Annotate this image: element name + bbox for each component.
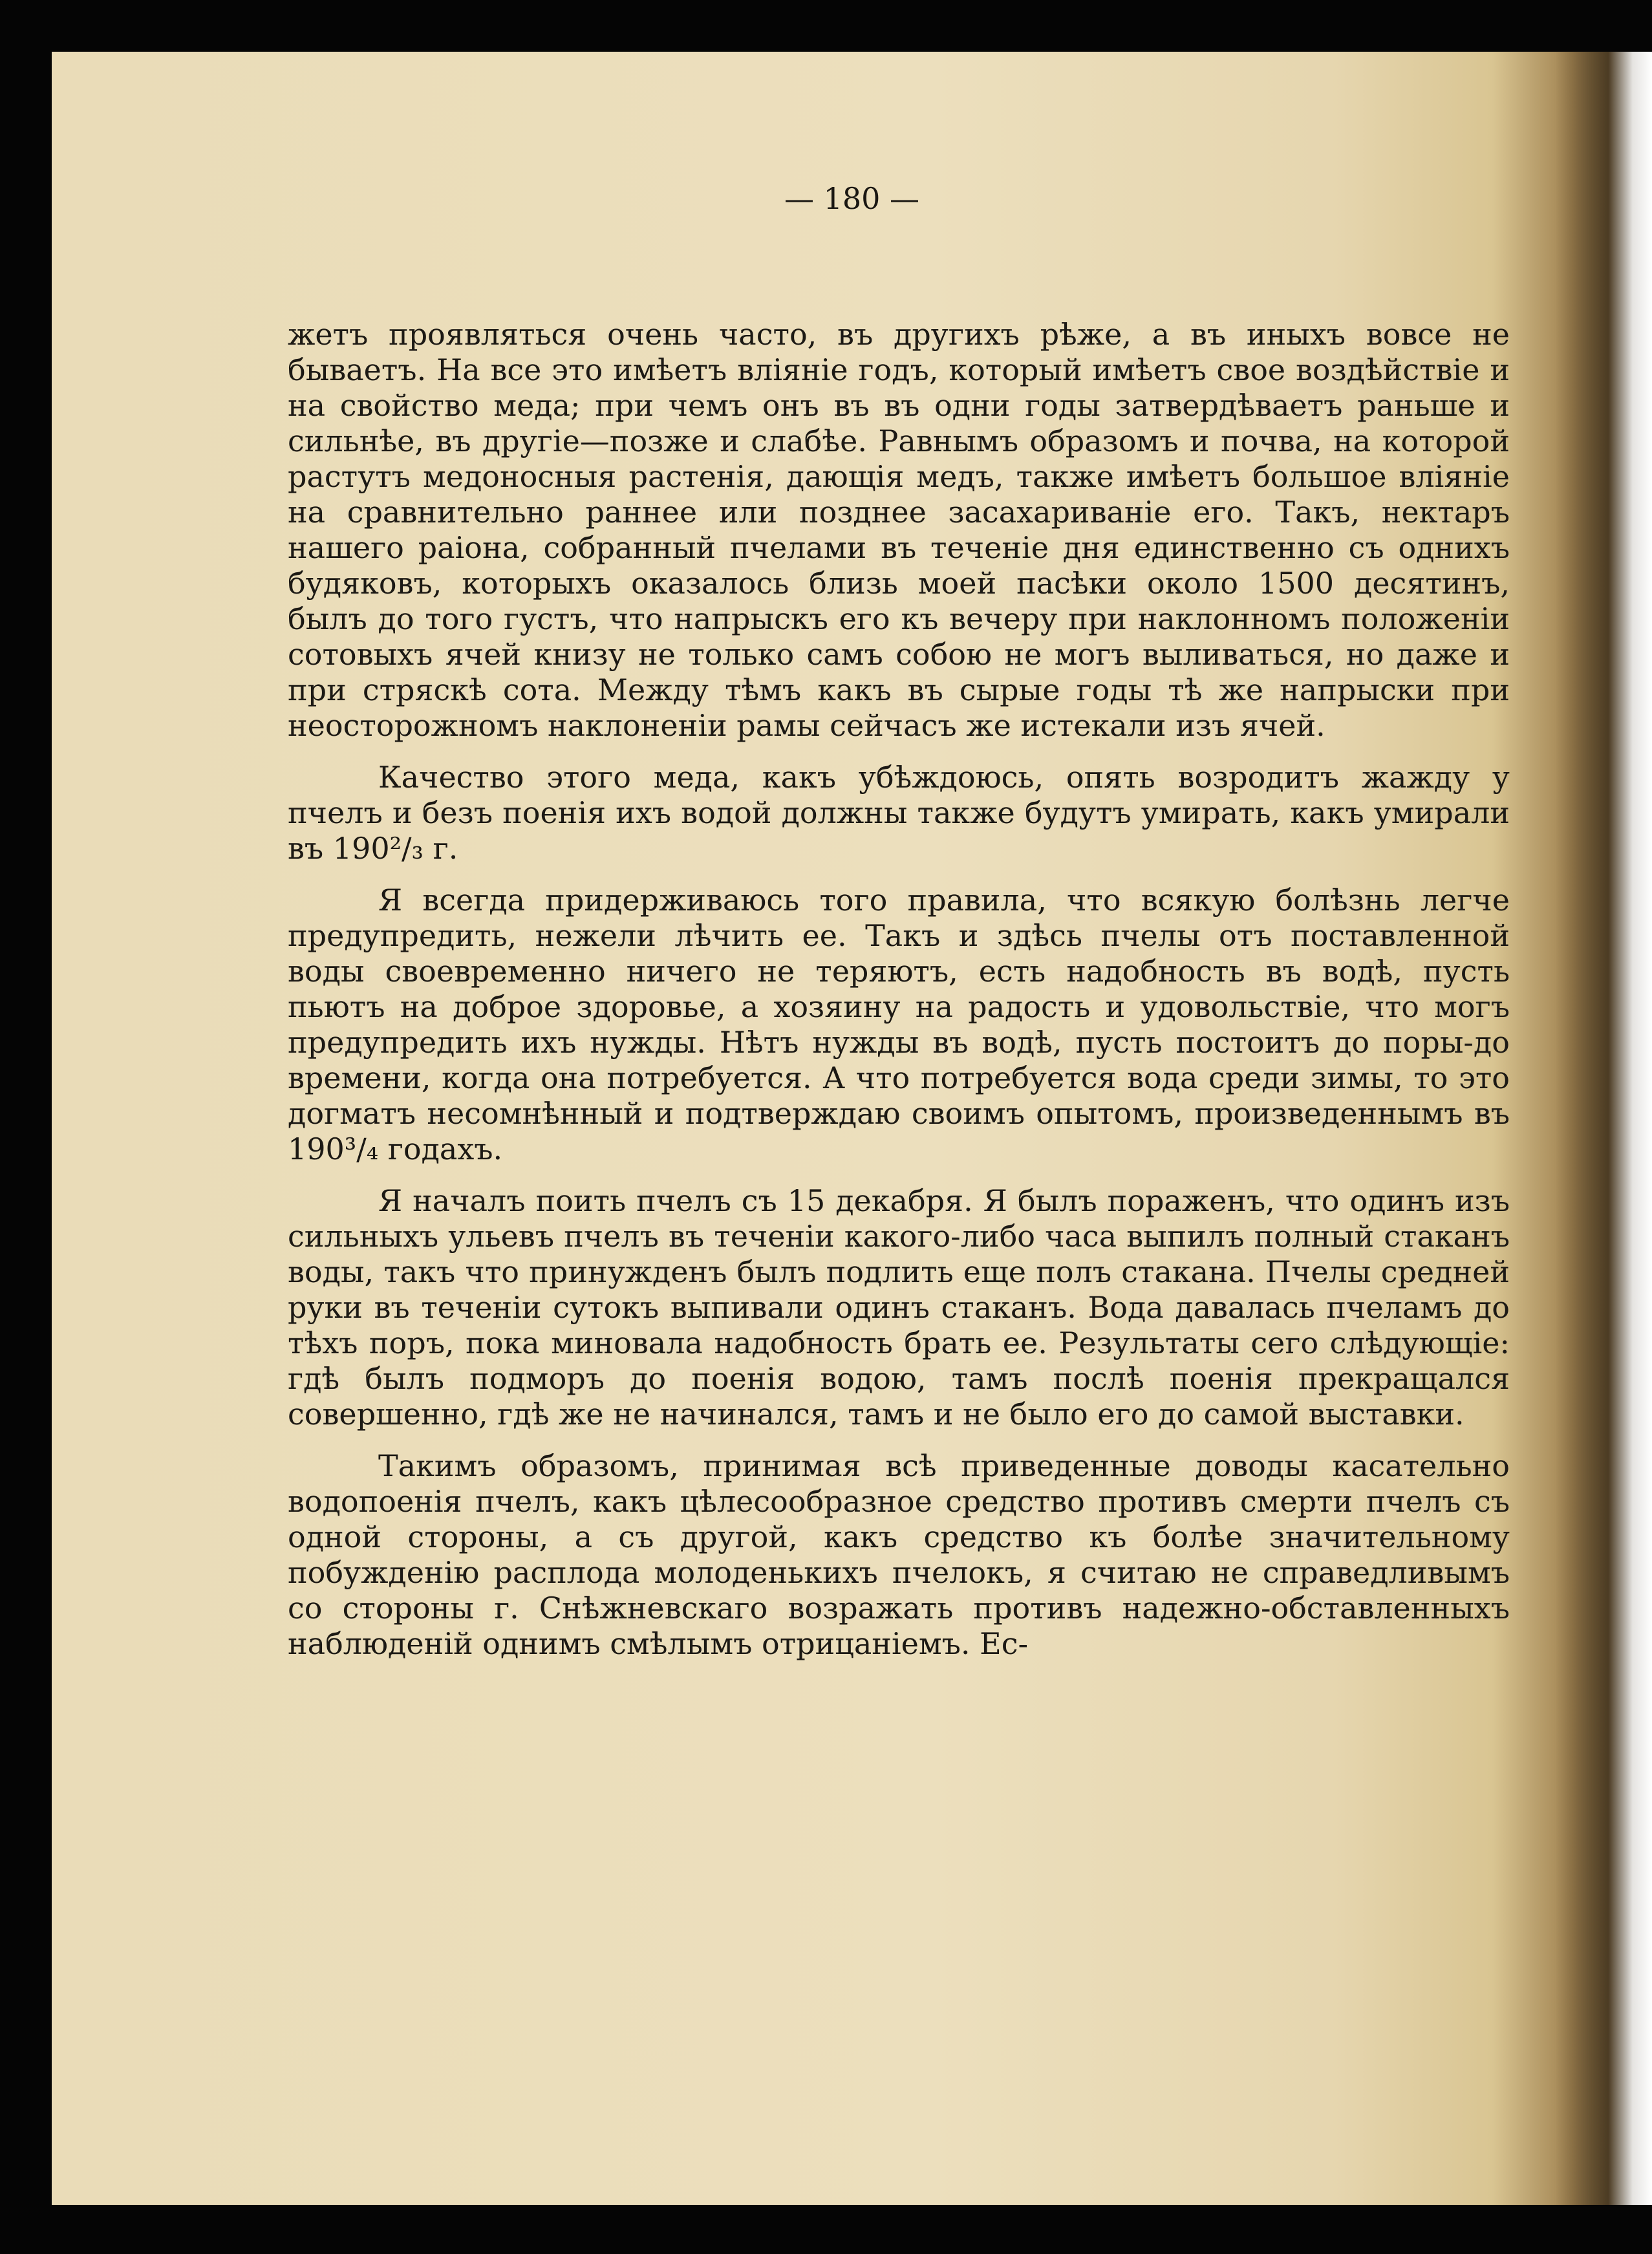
paragraph-1: жетъ проявляться очень часто, въ другихъ рѣже, а въ иныхъ вовсе не бываетъ. На все это имѣетъ вліяніе годъ, который имѣетъ свое воздѣйствіе и на свойство меда; при чемъ онъ въ въ одни годы затвердѣваетъ раньше и сильнѣе, въ другіе—позже и слабѣе. Равнымъ образомъ и почва, на которой растутъ медоносныя растенія, дающія медъ, также имѣетъ большое вліяніе на сравнительно раннее или позднее засахариваніе его. Такъ, нектаръ нашего раіона, собранный пчелами въ теченіе дня единственно съ однихъ будяковъ, которыхъ оказалось близь моей пасѣки около 1500 десятинъ, былъ до того густъ, что напрыскъ его къ вечеру при наклонномъ положеніи сотовыхъ ячей книзу не только самъ собою не могъ выливаться, но даже и при стряскѣ сота. Между тѣмъ какъ въ сырые годы тѣ же напрыски при неосторожномъ наклоненіи рамы сейчасъ же истекали изъ ячей. xyxy=(288,317,1510,743)
paragraph-2: Качество этого меда, какъ убѣждоюсь, опять возродитъ жажду у пчелъ и безъ поенія ихъ водой должны также будутъ умирать, какъ умирали въ 190²/₃ г. xyxy=(288,760,1510,866)
page-number: — 180 — xyxy=(784,181,920,216)
book-page xyxy=(52,52,1652,2205)
paragraph-4: Я началъ поить пчелъ съ 15 декабря. Я былъ пораженъ, что одинъ изъ сильныхъ ульевъ пчелъ въ теченіи какого-либо часа выпилъ полный стаканъ воды, такъ что принужденъ былъ подлить еще полъ стакана. Пчелы средней руки въ теченіи сутокъ выпивали одинъ стаканъ. Вода давалась пчеламъ до тѣхъ поръ, пока миновала надобность брать ее. Результаты сего слѣдующіе: гдѣ былъ подморъ до поенія водою, тамъ послѣ поенія прекращался совершенно, гдѣ же не начинался, тамъ и не было его до самой выставки. xyxy=(288,1183,1510,1432)
paragraph-3: Я всегда придерживаюсь того правила, что всякую болѣзнь легче предупредить, нежели лѣчить ее. Такъ и здѣсь пчелы отъ поставленной воды своевременно ничего не теряютъ, есть надобность въ водѣ, пусть пьютъ на доброе здоровье, а хозяину на радость и удовольствіе, что могъ предупредить ихъ нужды. Нѣтъ нужды въ водѣ, пусть постоитъ до поры-до времени, когда она потребуется. А что потребуется вода среди зимы, то это догматъ несомнѣнный и подтверждаю своимъ опытомъ, произведеннымъ въ 190³/₄ годахъ. xyxy=(288,883,1510,1166)
page-body-text xyxy=(288,317,1510,1678)
paragraph-5: Такимъ образомъ, принимая всѣ приведенные доводы касательно водопоенія пчелъ, какъ цѣлесообразное средство противъ смерти пчелъ съ одной стороны, а съ другой, какъ средство къ болѣе значительному побужденію расплода молоденькихъ пчелокъ, я считаю не справедливымъ со стороны г. Снѣжневскаго возражать противъ надежно-обставленныхъ наблюденій однимъ смѣлымъ отрицаніемъ. Ес- xyxy=(288,1448,1510,1661)
